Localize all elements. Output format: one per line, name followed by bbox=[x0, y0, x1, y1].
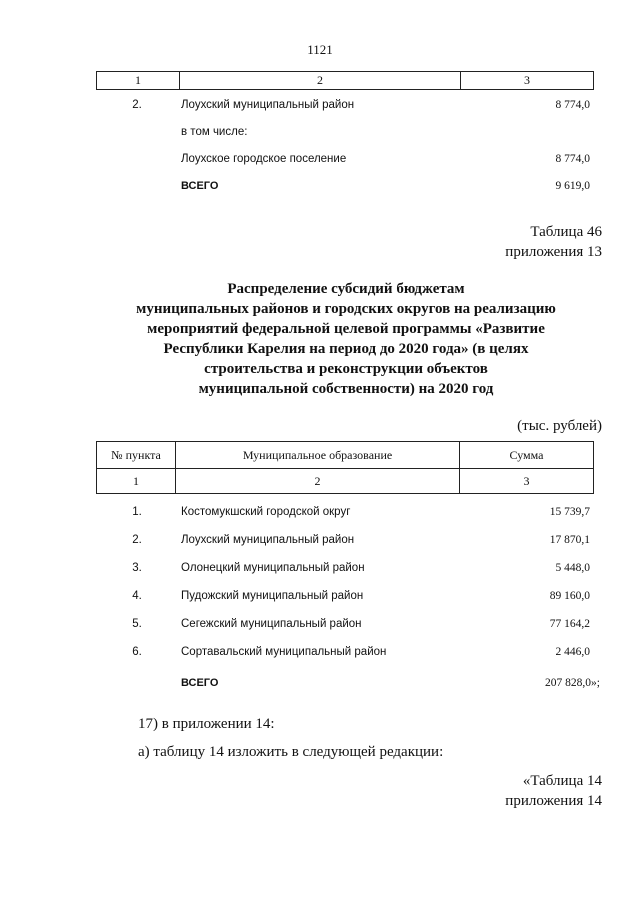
table2-header bbox=[96, 441, 594, 494]
table1-total-row bbox=[0, 180, 640, 196]
row-name: ВСЕГО bbox=[181, 180, 219, 192]
row-sum: 8 774,0 bbox=[555, 99, 590, 111]
title-line: муниципальных районов и городских округов на реализацию bbox=[136, 301, 556, 317]
header-item-number: № пункта bbox=[97, 442, 176, 469]
row-sum: 9 619,0 bbox=[555, 180, 590, 192]
row-sum: 15 739,7 bbox=[549, 506, 590, 518]
total-sum: 207 828,0»; bbox=[545, 677, 600, 689]
title-line: муниципальной собственности) на 2020 год bbox=[198, 381, 494, 397]
row-name: Олонецкий муниципальный район bbox=[181, 562, 365, 574]
row-number: 6. bbox=[132, 646, 142, 658]
table1-row bbox=[0, 99, 640, 115]
row-name: Лоухское городское поселение bbox=[181, 153, 347, 165]
row-sum: 89 160,0 bbox=[549, 590, 590, 602]
title-line: строительства и реконструкции объектов bbox=[204, 361, 488, 377]
table2-col2-number: 2 bbox=[176, 469, 460, 494]
row-name: Сегежский муниципальный район bbox=[181, 618, 362, 630]
table2-col3-number: 3 bbox=[460, 469, 594, 494]
table2-row bbox=[0, 506, 640, 522]
table2-row bbox=[0, 590, 640, 606]
row-sum: 17 870,1 bbox=[549, 534, 590, 546]
document-title bbox=[96, 279, 596, 399]
row-name: в том числе: bbox=[181, 126, 248, 138]
total-label: ВСЕГО bbox=[181, 677, 219, 689]
title-line: Распределение субсидий бюджетам bbox=[227, 281, 465, 297]
table1-row bbox=[0, 153, 640, 169]
table2-row bbox=[0, 534, 640, 550]
row-number: 2. bbox=[132, 534, 142, 546]
table1-row bbox=[0, 126, 640, 142]
table1-col2-number: 2 bbox=[180, 72, 461, 90]
header-municipality: Муниципальное образование bbox=[176, 442, 460, 469]
row-number: 4. bbox=[132, 590, 142, 602]
table1-col1-number: 1 bbox=[97, 72, 180, 90]
row-sum: 77 164,2 bbox=[549, 618, 590, 630]
table2-row bbox=[0, 618, 640, 634]
unit-label: (тыс. рублей) bbox=[517, 418, 602, 434]
row-number: 1. bbox=[132, 506, 142, 518]
table1-col3-number: 3 bbox=[461, 72, 594, 90]
row-number: 5. bbox=[132, 618, 142, 630]
row-sum: 2 446,0 bbox=[555, 646, 590, 658]
table2-row bbox=[0, 562, 640, 578]
row-name: Пудожский муниципальный район bbox=[181, 590, 364, 602]
caption-line: приложения 14 bbox=[505, 793, 602, 809]
paragraph-17: 17) в приложении 14: bbox=[138, 716, 275, 732]
title-line: Республики Карелия на период до 2020 года» (в целях bbox=[163, 341, 529, 357]
caption-line: «Таблица 14 bbox=[522, 773, 602, 789]
row-sum: 5 448,0 bbox=[555, 562, 590, 574]
page-number: 1121 bbox=[307, 42, 333, 57]
row-number: 2. bbox=[132, 99, 142, 111]
table46-caption bbox=[505, 222, 602, 262]
row-number: 3. bbox=[132, 562, 142, 574]
caption-line: Таблица 46 bbox=[530, 224, 602, 240]
table1-header bbox=[96, 71, 594, 90]
row-name: Лоухский муниципальный район bbox=[181, 534, 355, 546]
row-name: Костомукшский городской округ bbox=[181, 506, 351, 518]
table2-col1-number: 1 bbox=[97, 469, 176, 494]
caption-line: приложения 13 bbox=[505, 244, 602, 260]
row-name: Сортавальский муниципальный район bbox=[181, 646, 387, 658]
row-name: Лоухский муниципальный район bbox=[181, 99, 355, 111]
table2-row bbox=[0, 646, 640, 662]
table2-total-row bbox=[0, 677, 640, 693]
row-sum: 8 774,0 bbox=[555, 153, 590, 165]
paragraph-a: а) таблицу 14 изложить в следующей редакции: bbox=[138, 744, 444, 760]
header-sum: Сумма bbox=[460, 442, 594, 469]
table14-caption bbox=[505, 771, 602, 811]
title-line: мероприятий федеральной целевой программы «Развитие bbox=[147, 321, 545, 337]
